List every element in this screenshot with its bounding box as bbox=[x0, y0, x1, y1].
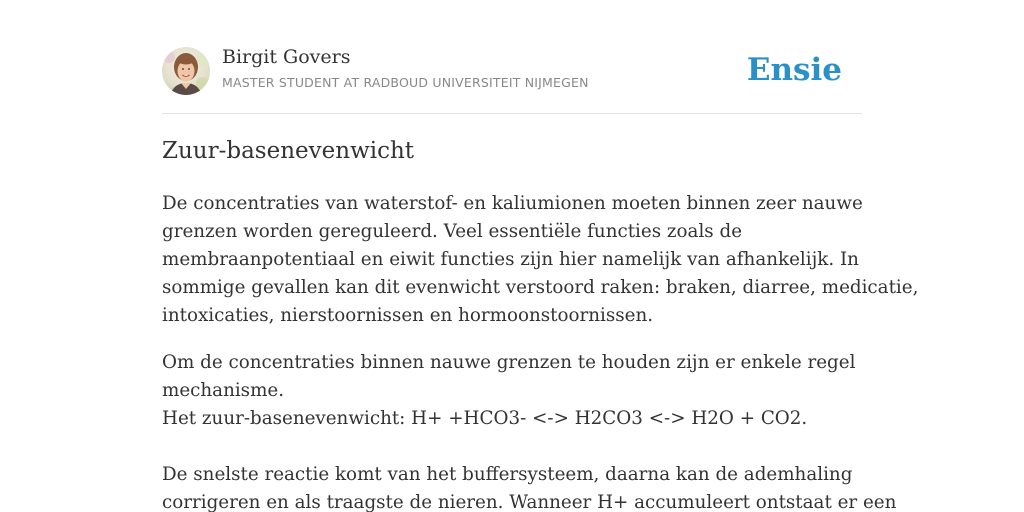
paragraph-1 bbox=[162, 190, 919, 330]
article-body bbox=[162, 190, 919, 512]
author-header bbox=[162, 46, 862, 96]
line-break bbox=[162, 433, 862, 461]
text-line: intoxicaties, nierstoornissen en hormoonstoornissen. bbox=[162, 305, 654, 326]
text-line: membraanpotentiaal en eiwit functies zijn hier namelijk van afhankelijk. In bbox=[162, 249, 859, 270]
text-line: mechanisme. bbox=[162, 380, 285, 401]
text-line: Het zuur-basenevenwicht: H+ +HCO3- <-> H2CO3 <-> H2O + CO2. bbox=[162, 408, 808, 429]
text-line: corrigeren en als traagste de nieren. Wanneer H+ accumuleert ontstaat er een bbox=[162, 492, 897, 512]
text-line: Om de concentraties binnen nauwe grenzen te houden zijn er enkele regel bbox=[162, 352, 856, 373]
text-line: De concentraties van waterstof- en kaliumionen moeten binnen zeer nauwe bbox=[162, 193, 863, 214]
text-line: sommige gevallen kan dit evenwicht verstoord raken: braken, diarree, medicatie, bbox=[162, 277, 919, 298]
paragraph-2 bbox=[162, 349, 897, 512]
author-role: MASTER STUDENT AT RADBOUD UNIVERSITEIT NIJMEGEN bbox=[222, 75, 589, 90]
article-title: Zuur-basenevenwicht bbox=[162, 138, 415, 164]
header-divider bbox=[162, 113, 862, 114]
text-line: De snelste reactie komt van het buffersysteem, daarna kan de ademhaling bbox=[162, 464, 853, 485]
text-line: grenzen worden gereguleerd. Veel essentiële functies zoals de bbox=[162, 221, 743, 242]
ensie-logo[interactable]: Ensie bbox=[746, 52, 842, 88]
avatar-image bbox=[162, 47, 210, 95]
author-name[interactable]: Birgit Govers bbox=[222, 46, 351, 68]
author-avatar[interactable] bbox=[162, 47, 210, 95]
